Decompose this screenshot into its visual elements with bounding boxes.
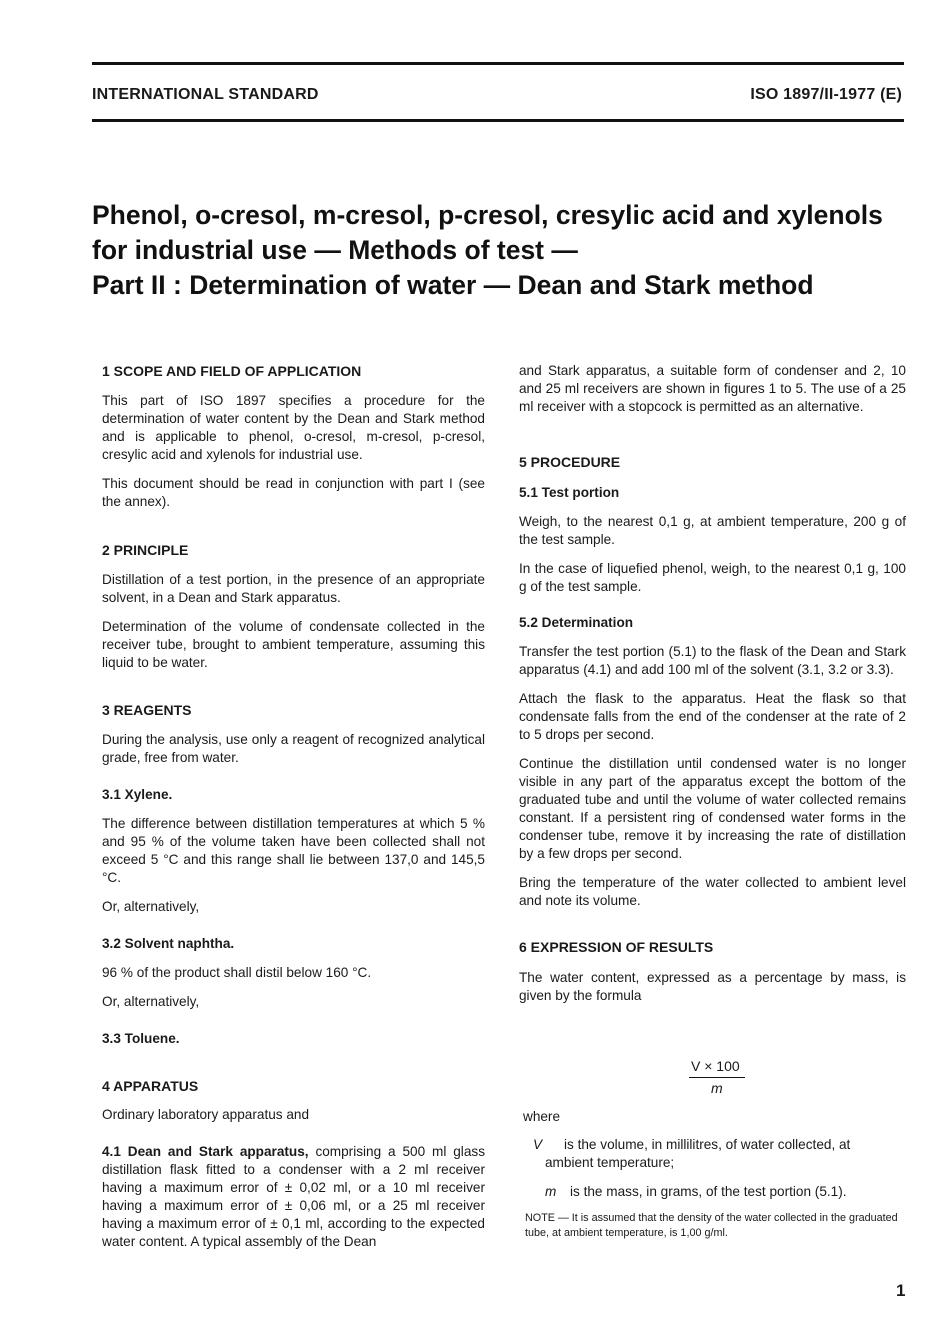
section-4-1-text: comprising a 500 ml glass distillation flask fitted to a condenser with a 2 ml receiver having a maximum error of ± 0,02 ml, or a 10 ml receiver having a maximum error of ± 0,06 ml, or a 25 ml receiver having a maximum error of ± 0,1 ml, according to the expected water content. A typical assembly of the Dean [102,1144,485,1249]
note-text: NOTE — It is assumed that the density of the water collected in the graduated tube, at ambient temperature, is 1,00 g/ml. [525,1212,898,1239]
m-definition: is the mass, in grams, of the test portion (5.1). [570,1184,847,1199]
section-3-paragraph-1: During the analysis, use only a reagent of recognized analytical grade, free from water. [102,732,485,765]
section-1-paragraph-1: This part of ISO 1897 specifies a procedure for the determination of water content by the Dean and Stark method and is applicable to phenol, o-cresol, m-cresol, p-cresol, cresylic acid and xylenols for industrial use. [102,393,485,462]
section-4-1-continuation: and Stark apparatus, a suitable form of condenser and 2, 10 and 25 ml receivers are shown in figures 1 to 5. The use of a 25 ml receiver with a stopcock is permitted as an alternative. [519,363,906,414]
v-symbol: V [533,1137,543,1152]
section-4-1-paragraph [102,1143,485,1251]
section-3-heading: 3 REAGENTS [102,702,192,718]
section-4-paragraph-1: Ordinary laboratory apparatus and [102,1107,310,1122]
section-2-paragraph-1: Distillation of a test portion, in the presence of an appropriate solvent, in a Dean and Stark apparatus. [102,572,485,605]
formula-fraction-bar [689,1077,745,1078]
section-2-paragraph-2: Determination of the volume of condensate collected in the receiver tube, brought to ambient temperature, assuming this liquid to be water. [102,619,485,670]
formula-denominator: m [711,1080,723,1096]
title-line-2: for industrial use — Methods of test — [92,235,578,265]
page-number: 1 [896,1281,906,1300]
alternative-text-1: Or, alternatively, [102,899,200,914]
section-5-1-paragraph-1: Weigh, to the nearest 0,1 g, at ambient temperature, 200 g of the test sample. [519,514,906,547]
section-6-paragraph-1: The water content, expressed as a percentage by mass, is given by the formula [519,970,906,1003]
section-6-heading: 6 EXPRESSION OF RESULTS [519,939,714,955]
section-3-1-paragraph: The difference between distillation temperatures at which 5 % and 95 % of the volume taken have been collected shall not exceed 5 °C and this range shall lie between 137,0 and 145,5 °C. [102,816,485,885]
section-5-2-paragraph-4: Bring the temperature of the water collected to ambient level and note its volume. [519,875,906,908]
section-3-2-heading: 3.2 Solvent naphtha. [102,936,235,951]
where-text: where [523,1109,561,1124]
section-2-heading: 2 PRINCIPLE [102,542,189,558]
document-title [92,198,912,303]
section-3-3-heading: 3.3 Toluene. [102,1031,180,1046]
title-line-1: Phenol, o-cresol, m-cresol, p-cresol, cresylic acid and xylenols [92,200,883,230]
section-5-2-paragraph-3: Continue the distillation until condensed water is no longer visible in any part of the apparatus except the bottom of the graduated tube and until the volume of water collected remains constant. If a persistent ring of condensed water forms in the condenser tube, remove it by increasing the rate of distillation by a few drops per second. [519,756,906,861]
section-5-2-paragraph-2: Attach the flask to the apparatus. Heat the flask so that condensate falls from the end of the condenser at the rate of 2 to 5 drops per second. [519,691,906,742]
title-line-3: Part II : Determination of water — Dean and Stark method [92,270,814,300]
alternative-text-2: Or, alternatively, [102,994,200,1009]
section-1-heading: 1 SCOPE AND FIELD OF APPLICATION [102,363,362,379]
right-column [519,362,906,1005]
formula-numerator: V × 100 [691,1058,740,1074]
section-3-1-heading: 3.1 Xylene. [102,787,173,802]
section-5-1-heading: 5.1 Test portion [519,485,620,500]
v-definition: is the volume, in millilitres, of water collected, at ambient temperature; [545,1137,851,1170]
section-4-1-lead: 4.1 Dean and Stark apparatus, [102,1144,309,1159]
left-column [102,362,485,1251]
header-top-rule [92,62,904,65]
header-right: ISO 1897/II-1977 (E) [750,86,902,103]
section-5-2-paragraph-1: Transfer the test portion (5.1) to the flask of the Dean and Stark apparatus (4.1) and add 100 ml of the solvent (3.1, 3.2 or 3.3). [519,644,906,677]
section-1-paragraph-2: This document should be read in conjunction with part I (see the annex). [102,476,485,509]
section-3-2-paragraph: 96 % of the product shall distil below 160 °C. [102,965,372,980]
section-5-1-paragraph-2: In the case of liquefied phenol, weigh, to the nearest 0,1 g, 100 g of the test sample. [519,561,906,594]
header-bottom-rule [92,119,904,122]
m-symbol: m [545,1184,557,1199]
section-4-heading: 4 APPARATUS [102,1078,199,1094]
section-5-heading: 5 PROCEDURE [519,454,621,470]
header-left: INTERNATIONAL STANDARD [92,86,319,103]
section-5-2-heading: 5.2 Determination [519,615,634,630]
